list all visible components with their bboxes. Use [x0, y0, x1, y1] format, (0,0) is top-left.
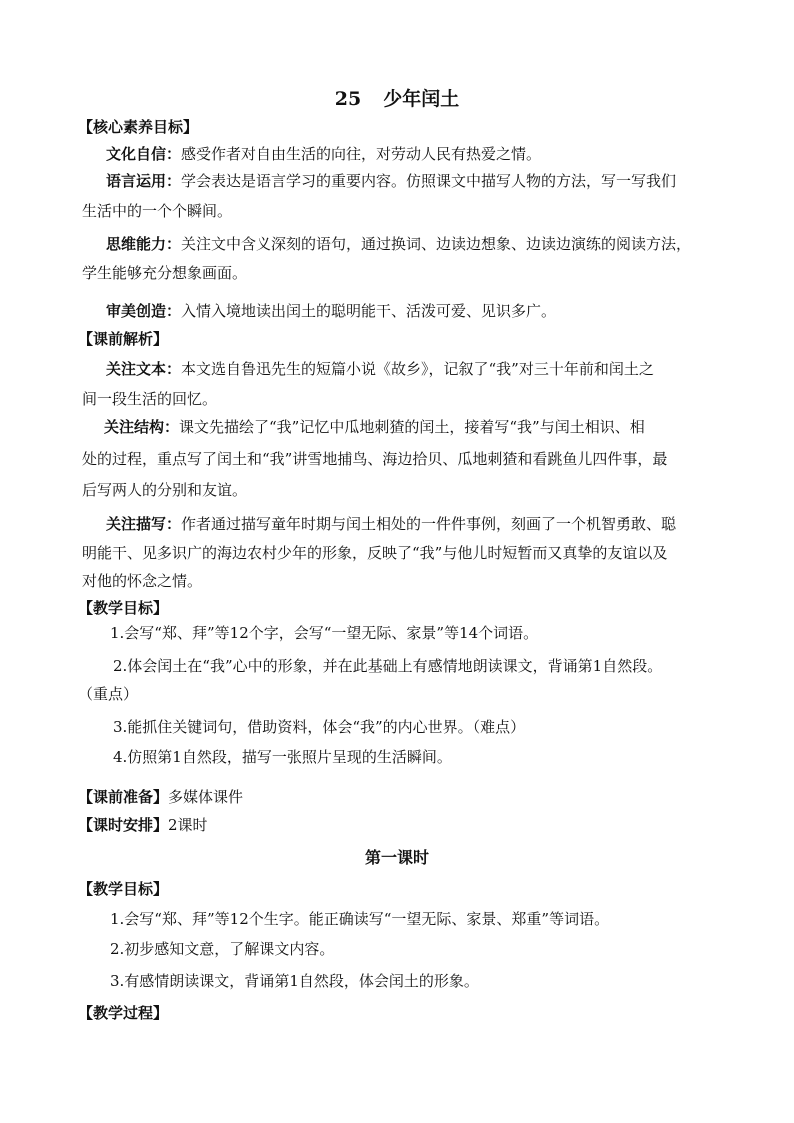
- goal-item-2-note: （重点）: [78, 685, 139, 703]
- lesson1-process-heading: 【教学过程】: [78, 1004, 169, 1022]
- analysis-item-text-cont: 间一段生活的回忆。: [82, 390, 218, 408]
- lesson1-goal-3: 3.有感情朗读课文，背诵第1自然段，体会闰土的形象。: [110, 972, 479, 990]
- title-number: 25: [334, 88, 362, 110]
- lesson1-goal-1: 1.会写“郑、拜”等12个生字。能正确读写“一望无际、家景、郑重”等词语。: [110, 910, 610, 928]
- analysis-item-structure: 关注结构：课文先描绘了“我”记忆中瓜地刺猹的闰土，接着写“我”与闰土相识、相: [104, 418, 645, 436]
- goal-item-2: 2.体会闰土在“我”心中的形象，并在此基础上有感情地朗读课文，背诵第1自然段。: [113, 657, 663, 675]
- goal-item-3: 3.能抓住关键词句，借助资料，体会“我”的内心世界。（难点）: [113, 718, 526, 736]
- lesson1-goals-heading: 【教学目标】: [78, 880, 169, 898]
- lesson1-title: 第一课时: [364, 848, 429, 867]
- title-text: 少年闰土: [383, 88, 460, 110]
- core-item-language-cont: 生活中的一个个瞬间。: [82, 202, 233, 220]
- goal-item-4: 4.仿照第1自然段，描写一张照片呈现的生活瞬间。: [113, 748, 452, 766]
- analysis-item-structure-cont: 处的过程，重点写了闰土和“我”讲雪地捕鸟、海边拾贝、瓜地刺猹和看跳鱼儿四件事，最: [82, 450, 668, 468]
- goal-item-1: 1.会写“郑、拜”等12个字，会写“一望无际、家景”等14个词语。: [110, 624, 539, 642]
- core-item-aesthetic: 审美创造：入情入境地读出闰土的聪明能干、活泼可爱、见识多广。: [106, 302, 557, 320]
- schedule-line: 【课时安排】2课时: [78, 816, 208, 834]
- lesson1-goal-2: 2.初步感知文意，了解课文内容。: [110, 940, 335, 958]
- analysis-item-description-cont: 明能干、见多识广的海边农村少年的形象，反映了“我”与他儿时短暂而又真挚的友谊以及: [82, 544, 668, 562]
- core-item-thinking: 思维能力：关注文中含义深刻的语句，通过换词、边读边想象、边读边演练的阅读方法，: [106, 235, 692, 253]
- heading-teaching-goals: 【教学目标】: [78, 599, 169, 617]
- analysis-item-description: 关注描写：作者通过描写童年时期与闰土相处的一件件事例，刻画了一个机智勇敢、聪: [106, 515, 677, 533]
- core-item-culture: 文化自信：感受作者对自由生活的向往，对劳动人民有热爱之情。: [106, 145, 542, 163]
- heading-core-goals: 【核心素养目标】: [78, 118, 199, 136]
- analysis-item-description-cont2: 对他的怀念之情。: [82, 572, 203, 590]
- heading-pre-analysis: 【课前解析】: [78, 330, 169, 348]
- prep-line: 【课前准备】多媒体课件: [78, 788, 244, 806]
- page-title: [0, 86, 794, 112]
- core-item-thinking-cont: 学生能够充分想象画面。: [82, 264, 248, 282]
- core-item-language: 语言运用：学会表达是语言学习的重要内容。仿照课文中描写人物的方法，写一写我们: [106, 172, 677, 190]
- analysis-item-text: 关注文本：本文选自鲁迅先生的短篇小说《故乡》，记叙了“我”对三十年前和闰土之: [106, 360, 654, 378]
- analysis-item-structure-cont2: 后写两人的分别和友谊。: [82, 481, 248, 499]
